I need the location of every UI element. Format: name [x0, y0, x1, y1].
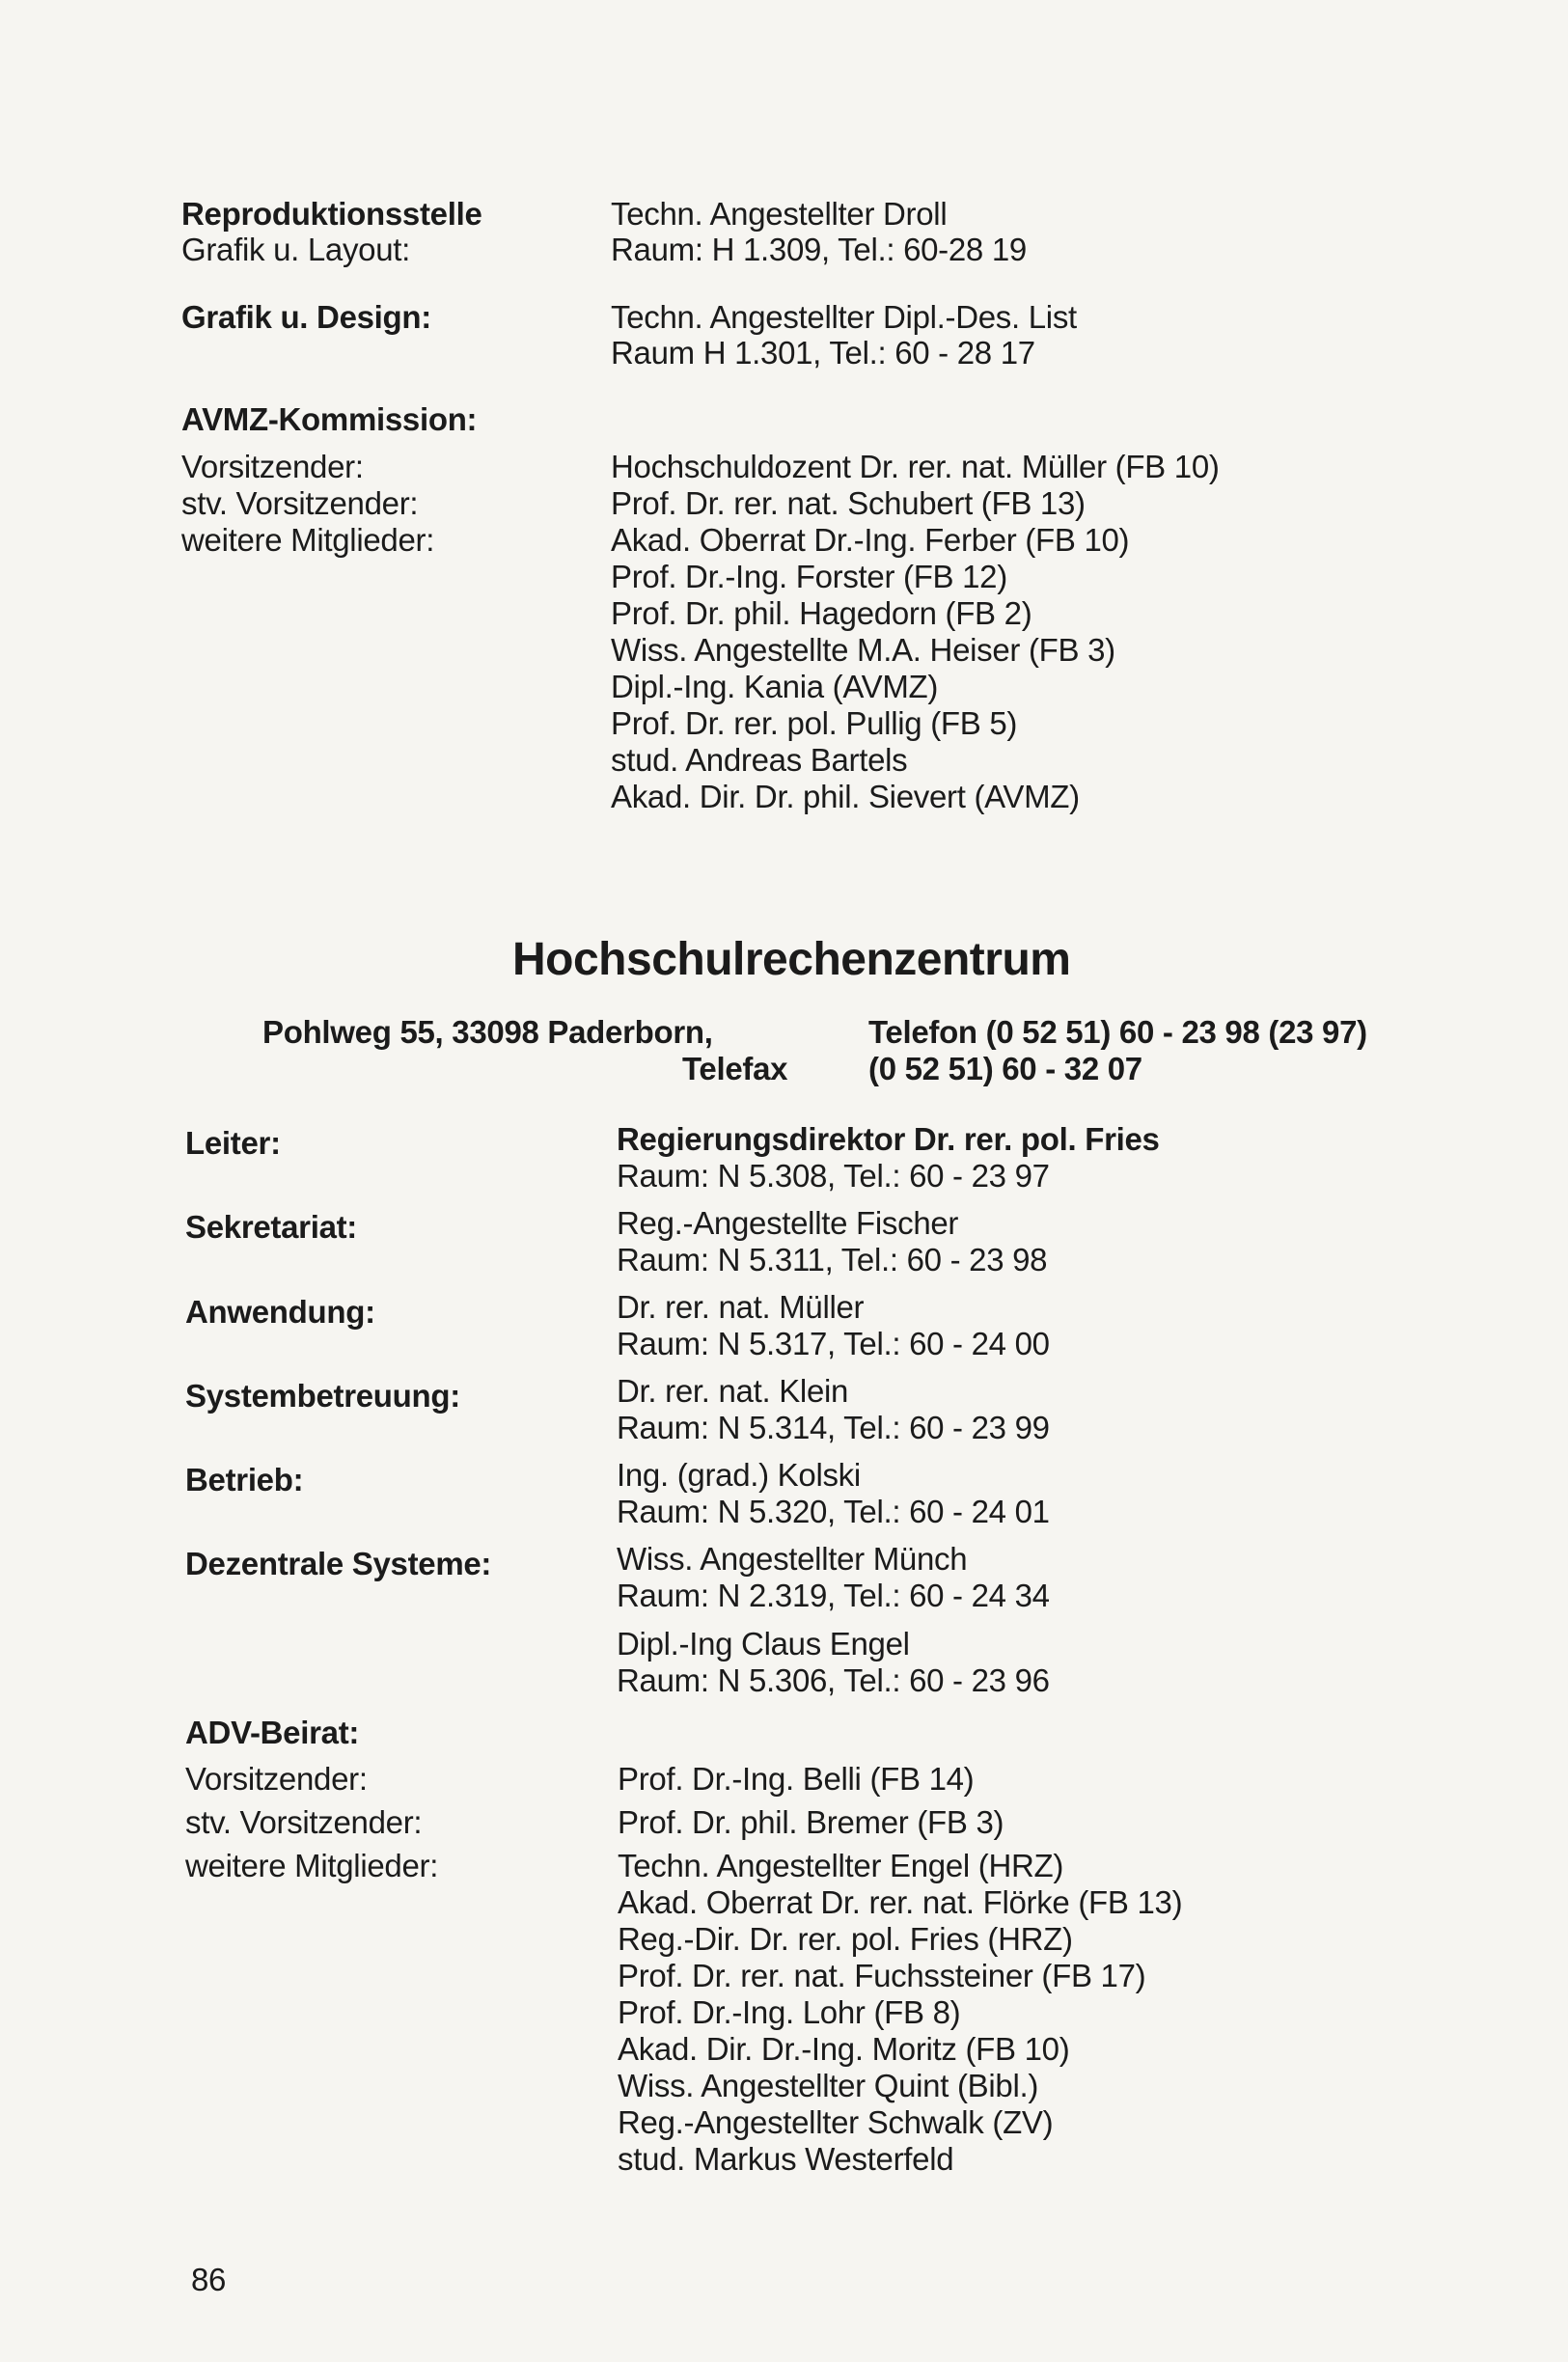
- avmz-member: Akad. Oberrat Dr.-Ing. Ferber (FB 10): [611, 522, 1130, 558]
- avmz-member: Prof. Dr. rer. pol. Pullig (FB 5): [611, 705, 1018, 741]
- hrz-telefax-label: Telefax: [682, 1051, 788, 1086]
- adv-role-vice: stv. Vorsitzender:: [185, 1804, 423, 1840]
- staff-room-anwendung: Raum: N 5.317, Tel.: 60 - 24 00: [617, 1326, 1050, 1361]
- grafik-design-room: Raum H 1.301, Tel.: 60 - 28 17: [611, 335, 1035, 371]
- staff-room-engel: Raum: N 5.306, Tel.: 60 - 23 96: [617, 1662, 1050, 1698]
- adv-member: Prof. Dr. phil. Bremer (FB 3): [618, 1804, 1004, 1840]
- staff-name-betrieb: Ing. (grad.) Kolski: [617, 1457, 861, 1493]
- avmz-heading: AVMZ-Kommission:: [181, 401, 478, 437]
- staff-room-systembetreuung: Raum: N 5.314, Tel.: 60 - 23 99: [617, 1410, 1050, 1445]
- staff-label-sekretariat: Sekretariat:: [185, 1209, 357, 1245]
- reproduktion-sublabel: Grafik u. Layout:: [181, 232, 411, 267]
- avmz-member: Prof. Dr. phil. Hagedorn (FB 2): [611, 595, 1032, 631]
- avmz-member: Wiss. Angestellte M.A. Heiser (FB 3): [611, 632, 1115, 668]
- adv-member: stud. Markus Westerfeld: [618, 2141, 954, 2177]
- staff-name-sekretariat: Reg.-Angestellte Fischer: [617, 1205, 959, 1241]
- reproduktion-room: Raum: H 1.309, Tel.: 60-28 19: [611, 232, 1027, 267]
- staff-name-dezentrale-systeme: Wiss. Angestellter Münch: [617, 1541, 968, 1577]
- staff-name-leiter: Regierungsdirektor Dr. rer. pol. Fries: [617, 1121, 1160, 1157]
- page-number: 86: [191, 2262, 227, 2297]
- adv-role-chair: Vorsitzender:: [185, 1761, 368, 1797]
- grafik-design-name: Techn. Angestellter Dipl.-Des. List: [611, 299, 1077, 335]
- staff-label-leiter: Leiter:: [185, 1125, 281, 1161]
- adv-role-members: weitere Mitglieder:: [185, 1848, 439, 1883]
- avmz-member: stud. Andreas Bartels: [611, 742, 908, 778]
- adv-member: Reg.-Dir. Dr. rer. pol. Fries (HRZ): [618, 1921, 1073, 1957]
- staff-room-leiter: Raum: N 5.308, Tel.: 60 - 23 97: [617, 1158, 1050, 1194]
- staff-label-systembetreuung: Systembetreuung:: [185, 1378, 460, 1414]
- avmz-member: Hochschuldozent Dr. rer. nat. Müller (FB 10): [611, 449, 1220, 484]
- staff-room-dezentrale-systeme: Raum: N 2.319, Tel.: 60 - 24 34: [617, 1578, 1050, 1613]
- staff-room-sekretariat: Raum: N 5.311, Tel.: 60 - 23 98: [617, 1242, 1048, 1277]
- adv-heading: ADV-Beirat:: [185, 1715, 360, 1750]
- avmz-role-vice: stv. Vorsitzender:: [181, 485, 419, 521]
- staff-name-systembetreuung: Dr. rer. nat. Klein: [617, 1373, 849, 1409]
- staff-label-dezentrale-systeme: Dezentrale Systeme:: [185, 1546, 492, 1581]
- avmz-member: Dipl.-Ing. Kania (AVMZ): [611, 669, 939, 704]
- avmz-member: Prof. Dr.-Ing. Forster (FB 12): [611, 559, 1007, 594]
- avmz-role-chair: Vorsitzender:: [181, 449, 364, 484]
- reproduktion-name: Techn. Angestellter Droll: [611, 196, 948, 232]
- hrz-telefax-value: (0 52 51) 60 - 32 07: [868, 1051, 1142, 1086]
- hrz-address: Pohlweg 55, 33098 Paderborn,: [262, 1014, 713, 1050]
- avmz-member: Akad. Dir. Dr. phil. Sievert (AVMZ): [611, 779, 1080, 814]
- adv-member: Prof. Dr.-Ing. Belli (FB 14): [618, 1761, 975, 1797]
- staff-room-betrieb: Raum: N 5.320, Tel.: 60 - 24 01: [617, 1494, 1050, 1529]
- staff-label-betrieb: Betrieb:: [185, 1462, 304, 1497]
- hrz-telefon: Telefon (0 52 51) 60 - 23 98 (23 97): [868, 1014, 1367, 1050]
- adv-member: Techn. Angestellter Engel (HRZ): [618, 1848, 1064, 1883]
- avmz-role-members: weitere Mitglieder:: [181, 522, 435, 558]
- reproduktion-label: Reproduktionsstelle: [181, 196, 482, 232]
- section-title: Hochschulrechenzentrum: [512, 934, 1071, 985]
- adv-member: Prof. Dr.-Ing. Lohr (FB 8): [618, 1994, 961, 2030]
- adv-member: Reg.-Angestellter Schwalk (ZV): [618, 2104, 1054, 2140]
- adv-member: Akad. Oberrat Dr. rer. nat. Flörke (FB 13): [618, 1884, 1183, 1920]
- grafik-design-label: Grafik u. Design:: [181, 299, 431, 335]
- adv-member: Akad. Dir. Dr.-Ing. Moritz (FB 10): [618, 2031, 1070, 2067]
- avmz-member: Prof. Dr. rer. nat. Schubert (FB 13): [611, 485, 1086, 521]
- staff-name-anwendung: Dr. rer. nat. Müller: [617, 1289, 865, 1325]
- adv-member: Prof. Dr. rer. nat. Fuchssteiner (FB 17): [618, 1958, 1146, 1993]
- staff-name-engel: Dipl.-Ing Claus Engel: [617, 1626, 910, 1662]
- staff-label-anwendung: Anwendung:: [185, 1294, 375, 1330]
- adv-member: Wiss. Angestellter Quint (Bibl.): [618, 2068, 1039, 2103]
